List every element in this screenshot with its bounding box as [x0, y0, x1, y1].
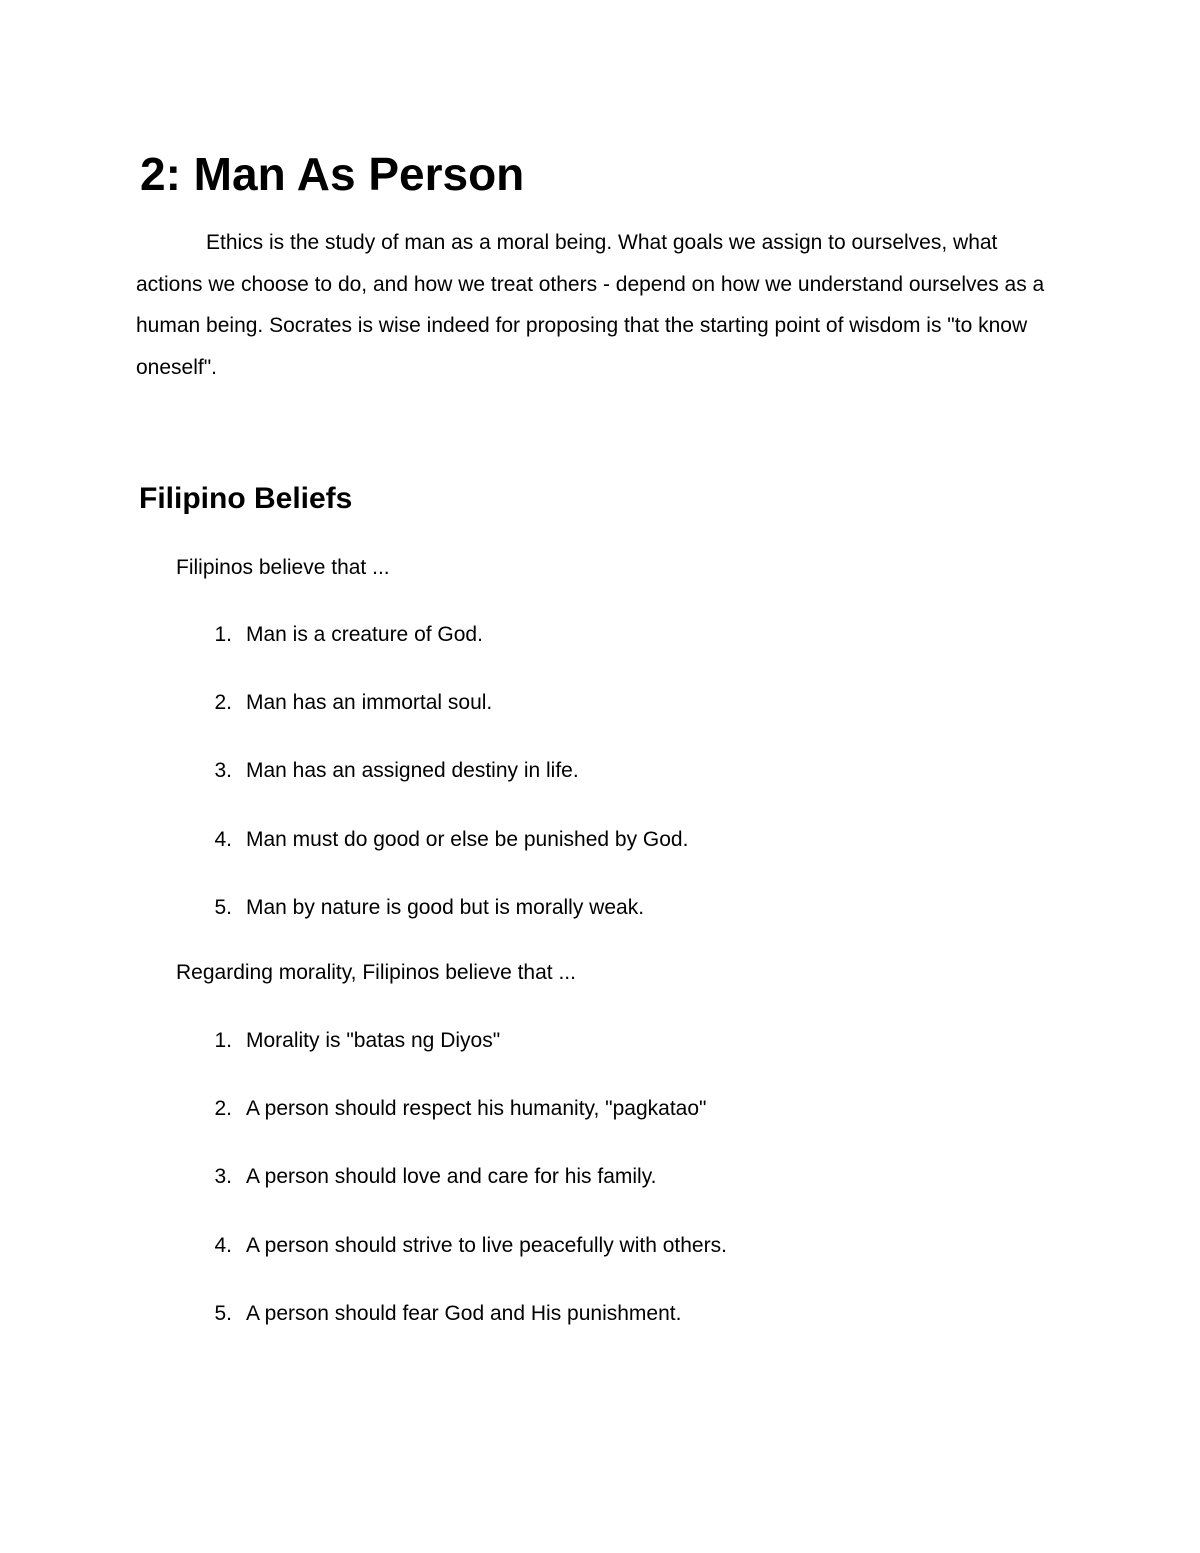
list-item-number: 4. — [214, 827, 232, 851]
section-heading: Filipino Beliefs — [139, 482, 353, 515]
page-title: 2: Man As Person — [140, 148, 525, 200]
list-item-number: 3. — [214, 1165, 232, 1189]
list-item-text: Morality is "batas ng Diyos" — [246, 1029, 501, 1052]
list-item-number: 3. — [214, 759, 232, 783]
list-item-number: 5. — [214, 895, 232, 919]
list-item-number: 2. — [214, 1097, 232, 1121]
list-item-text: A person should love and care for his family. — [246, 1165, 657, 1189]
morality-lead: Regarding morality, Filipinos believe that ... — [176, 961, 576, 984]
beliefs-lead: Filipinos believe that ... — [176, 556, 390, 579]
list-item-number: 5. — [214, 1301, 232, 1325]
list-item-text: Man must do good or else be punished by God. — [246, 827, 689, 851]
list-item-text: A person should respect his humanity, "pagkatao" — [246, 1097, 707, 1121]
intro-paragraph: Ethics is the study of man as a moral being. What goals we assign to ourselves, what actions we choose to do, and how we treat others - depend on how we understand ourselves as a human being. Socrates is wise indeed for proposing that the starting point of wisdom is "to know oneself". — [136, 231, 1045, 379]
list-item-number: 1. — [214, 1029, 232, 1052]
list-item-text: A person should strive to live peacefully with others. — [246, 1233, 727, 1257]
list-item-text: Man by nature is good but is morally weak. — [246, 895, 645, 919]
list-item-text: Man is a creature of God. — [246, 623, 483, 646]
list-item-number: 4. — [214, 1233, 232, 1257]
list-item-text: A person should fear God and His punishment. — [246, 1301, 682, 1325]
list-item-text: Man has an immortal soul. — [246, 691, 493, 715]
list-item-number: 1. — [214, 623, 232, 646]
list-item-number: 2. — [214, 691, 232, 715]
list-item-text: Man has an assigned destiny in life. — [246, 759, 579, 783]
